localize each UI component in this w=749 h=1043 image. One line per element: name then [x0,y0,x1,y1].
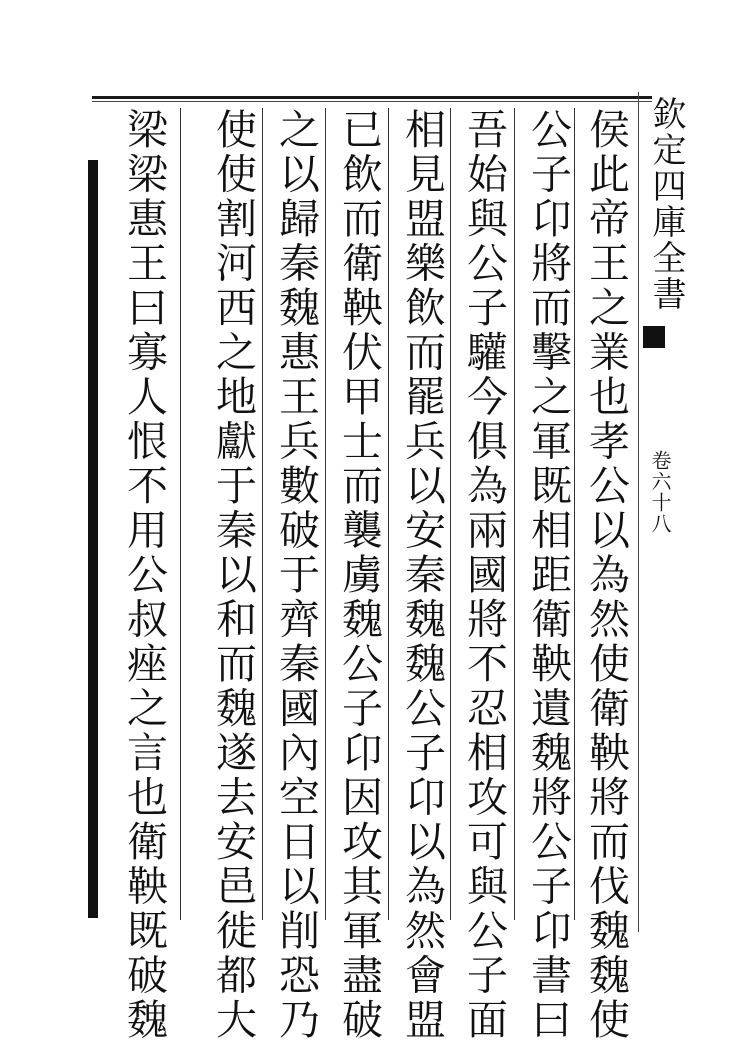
text-column-4: 相見盟樂飲而罷兵以安秦魏魏公子卬以為然會盟 [398,108,446,1043]
column-rule [180,108,181,920]
column-rule [574,108,575,920]
top-border-rule [92,96,652,99]
column-rule [450,108,451,920]
column-rule [262,108,263,920]
column-rule [514,108,515,920]
top-border-rule-inner [92,101,652,102]
column-rule [388,108,389,920]
text-column-1: 侯此帝王之業也孝公以為然使衛鞅將而伐魏魏使 [582,108,630,1043]
left-border-bar [88,160,98,918]
fish-tail-mark [643,326,665,348]
text-column-5: 已飲而衛鞅伏甲士而襲虜魏公子卬因攻其軍盡破 [335,108,383,1043]
margin-volume-number: 卷六十八 [648,450,672,534]
margin-book-title: 欽定四庫全書 [646,96,686,312]
text-column-7: 使使割河西之地獻于秦以和而魏遂去安邑徙都大 [209,108,257,1043]
text-column-2: 公子卬將而擊之軍既相距衛鞅遺魏將公子卬書曰 [524,108,572,1043]
text-column-3: 吾始與公子驩今俱為兩國將不忍相攻可與公子面 [460,108,508,1043]
text-column-6: 之以歸秦魏惠王兵數破于齊秦國內空日以削恐乃 [272,108,320,1043]
text-column-8: 梁梁惠王曰寡人恨不用公叔痤之言也衛鞅既破魏 [120,108,168,1043]
column-rule [325,108,326,920]
